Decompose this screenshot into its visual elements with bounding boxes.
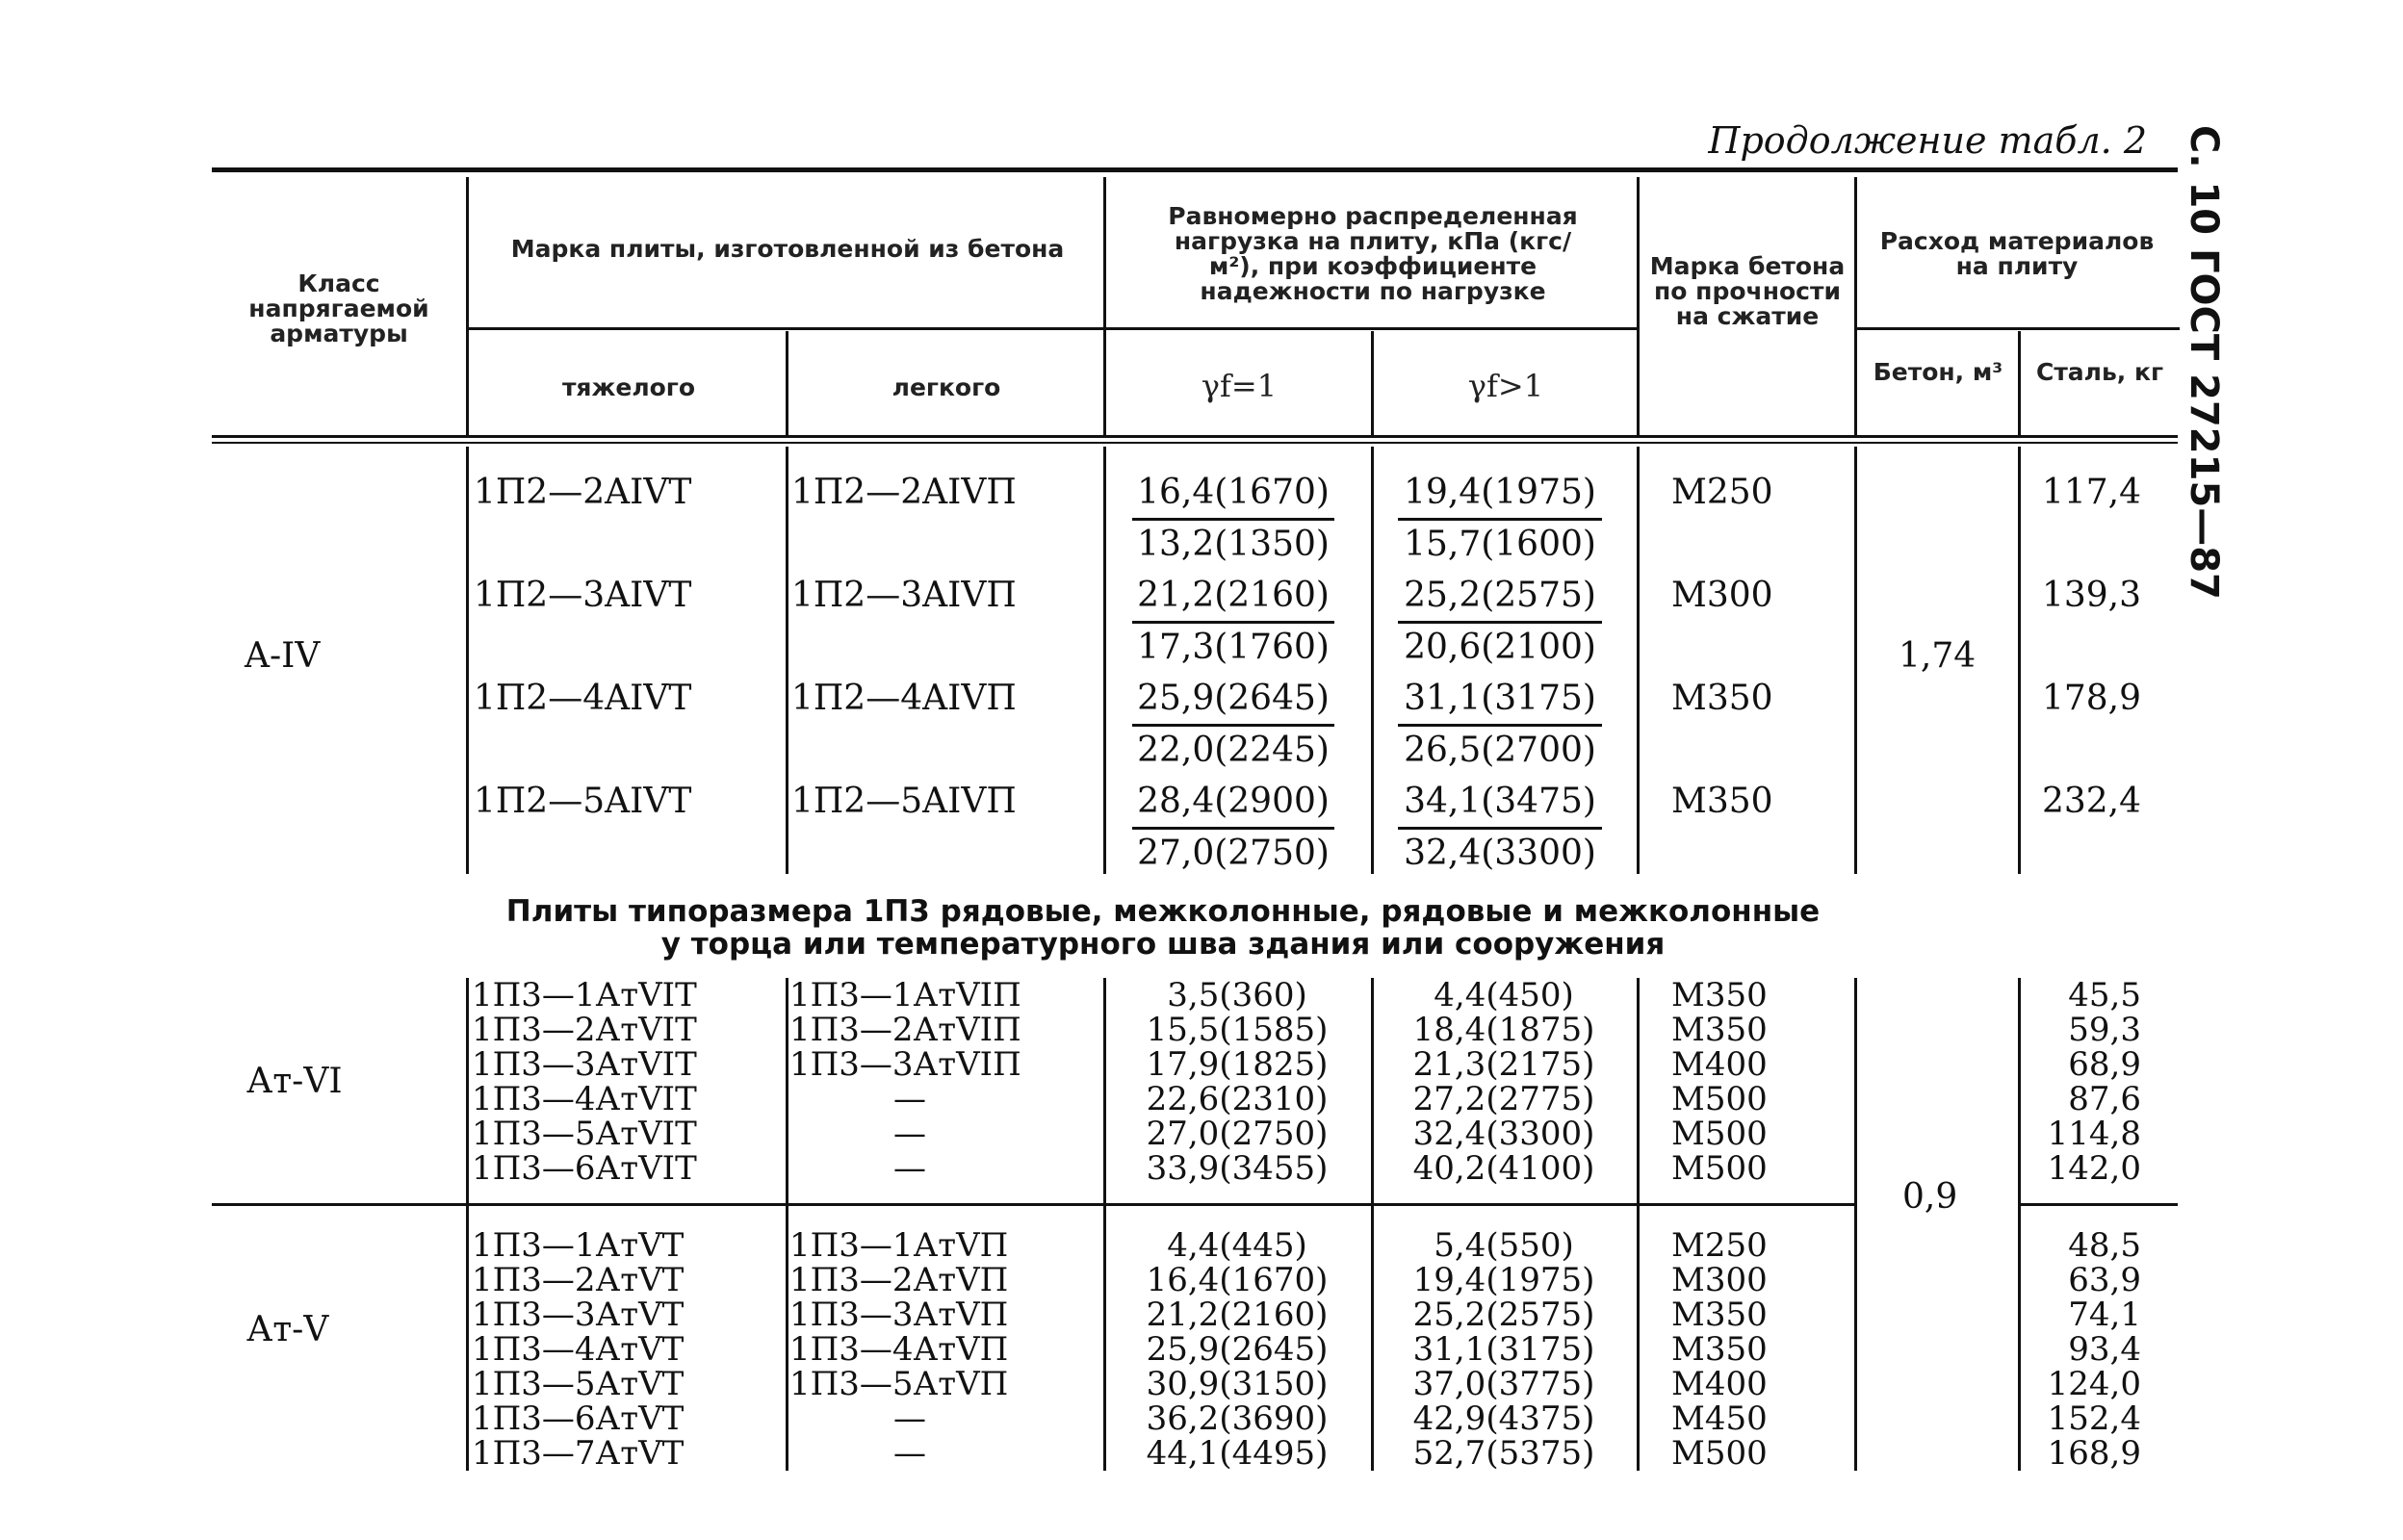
header-light: легкого (891, 373, 1001, 401)
load-gf1-top: 16,4(1670) (1137, 473, 1330, 512)
light-mark: — (893, 1399, 926, 1438)
column-divider (786, 978, 788, 1471)
load-gf2-bottom: 15,7(1600) (1404, 525, 1596, 564)
group-separator (212, 1203, 1854, 1206)
page-side-label: С. 10 ГОСТ 27215—87 (2182, 125, 2226, 600)
load-gf1: 30,9(3150) (1146, 1365, 1329, 1403)
heavy-mark: 1П3—7АтVT (472, 1434, 685, 1473)
load-gf2: 4,4(450) (1434, 976, 1574, 1014)
steel-value: 117,4 (2041, 473, 2141, 512)
light-mark: 1П2—3AIVП (791, 576, 1017, 615)
column-divider (1854, 447, 1857, 874)
load-gf2-bottom: 26,5(2700) (1404, 731, 1596, 770)
load-gf2: 31,1(3175) (1412, 1330, 1595, 1369)
light-mark: — (893, 1115, 926, 1153)
header-divider (786, 331, 788, 435)
steel-value: 178,9 (2041, 679, 2141, 718)
section-title-line-2: у торца или температурного шва здания или сооружения (660, 927, 1666, 962)
light-mark: — (893, 1434, 926, 1473)
section-title-line-1: Плиты типоразмера 1П3 рядовые, межколонные, рядовые и межколонные (505, 894, 1821, 929)
heavy-mark: 1П3—1АтVT (472, 1226, 685, 1265)
fraction-line (1398, 724, 1602, 727)
column-divider (1637, 447, 1640, 874)
column-divider (1103, 447, 1106, 874)
light-mark: 1П3—4АтVП (789, 1330, 1009, 1369)
header-divider (1103, 177, 1106, 435)
continuation-label: Продолжение табл. 2 (1708, 119, 2147, 162)
heavy-mark: 1П3—3АтVT (472, 1296, 685, 1334)
heavy-mark: 1П2—5AIVT (474, 782, 692, 821)
load-gf1: 15,5(1585) (1146, 1011, 1329, 1049)
load-gf1-top: 28,4(2900) (1137, 782, 1330, 821)
concrete-grade: М350 (1671, 1330, 1768, 1369)
column-divider (1371, 978, 1374, 1471)
load-gf2: 37,0(3775) (1412, 1365, 1595, 1403)
steel-value: 45,5 (2068, 976, 2141, 1014)
header-concrete-m3: Бетон, м³ (1873, 358, 2003, 386)
header-load: Равномерно распределенная нагрузка на плиту, кПа (кгс/м²), при коэффициенте надежности по нагрузке (1168, 202, 1578, 305)
header-divider (1637, 177, 1640, 435)
heavy-mark: 1П3—6АтVIT (472, 1149, 697, 1188)
load-gf1-bottom: 27,0(2750) (1137, 834, 1330, 873)
class-at-vi: Ат-VI (246, 1062, 343, 1101)
load-gf1: 27,0(2750) (1146, 1115, 1329, 1153)
steel-value: 63,9 (2068, 1261, 2141, 1299)
light-mark: 1П3—3АтVIП (789, 1045, 1021, 1084)
heavy-mark: 1П3—4АтVT (472, 1330, 685, 1369)
load-gf1-top: 25,9(2645) (1137, 679, 1330, 718)
light-mark: 1П3—5АтVП (789, 1365, 1009, 1403)
fraction-line (1398, 518, 1602, 521)
steel-value: 48,5 (2068, 1226, 2141, 1265)
light-mark: — (893, 1080, 926, 1118)
light-mark: 1П3—1АтVIП (789, 976, 1021, 1014)
header-consumption: Расход материалов на плиту (1879, 227, 2155, 280)
fraction-line (1132, 621, 1334, 624)
heavy-mark: 1П3—2АтVIT (472, 1011, 697, 1049)
column-divider (2018, 978, 2021, 1471)
heavy-mark: 1П3—2АтVT (472, 1261, 685, 1299)
steel-value: 87,6 (2068, 1080, 2141, 1118)
concrete-grade: М500 (1671, 1080, 1768, 1118)
concrete-value: 1,74 (1899, 636, 1977, 676)
column-divider (1371, 447, 1374, 874)
light-mark: 1П3—2АтVIП (789, 1011, 1021, 1049)
steel-value: 142,0 (2047, 1149, 2141, 1188)
steel-value: 68,9 (2068, 1045, 2141, 1084)
load-gf2-top: 34,1(3475) (1404, 782, 1596, 821)
load-gf1: 25,9(2645) (1146, 1330, 1329, 1369)
column-divider (1854, 978, 1857, 1471)
load-gf2: 32,4(3300) (1412, 1115, 1595, 1153)
header-heavy: тяжелого (561, 373, 696, 401)
load-gf1-bottom: 13,2(1350) (1137, 525, 1330, 564)
light-mark: 1П3—2АтVП (789, 1261, 1009, 1299)
concrete-grade: М350 (1671, 782, 1773, 821)
steel-value: 232,4 (2041, 782, 2141, 821)
header-divider (2018, 331, 2021, 435)
steel-value: 74,1 (2068, 1296, 2141, 1334)
concrete-grade: М400 (1671, 1045, 1768, 1084)
light-mark: — (893, 1149, 926, 1188)
fraction-line (1398, 621, 1602, 624)
load-gf1: 36,2(3690) (1146, 1399, 1329, 1438)
load-gf1: 17,9(1825) (1146, 1045, 1329, 1084)
concrete-grade: М300 (1671, 1261, 1768, 1299)
heavy-mark: 1П3—4АтVIT (472, 1080, 697, 1118)
concrete-grade: М300 (1671, 576, 1773, 615)
load-gf1-top: 21,2(2160) (1137, 576, 1330, 615)
light-mark: 1П2—4AIVП (791, 679, 1017, 718)
steel-value: 139,3 (2041, 576, 2141, 615)
header-mark: Марка плиты, изготовленной из бетона (510, 235, 1065, 263)
load-gf2-top: 31,1(3175) (1404, 679, 1596, 718)
heavy-mark: 1П3—6АтVT (472, 1399, 685, 1438)
load-gf2: 5,4(550) (1434, 1226, 1574, 1265)
fraction-line (1398, 827, 1602, 830)
header-subline (468, 327, 1637, 330)
load-gf1: 4,4(445) (1167, 1226, 1307, 1265)
concrete-grade: М250 (1671, 1226, 1768, 1265)
heavy-mark: 1П2—2AIVT (474, 473, 692, 512)
load-gf1: 3,5(360) (1167, 976, 1307, 1014)
concrete-grade: М500 (1671, 1434, 1768, 1473)
header-gf2: γf>1 (1467, 368, 1544, 404)
load-gf2: 19,4(1975) (1412, 1261, 1595, 1299)
load-gf2-bottom: 32,4(3300) (1404, 834, 1596, 873)
column-divider (466, 447, 469, 874)
header-divider (1854, 177, 1857, 435)
heavy-mark: 1П2—3AIVT (474, 576, 692, 615)
concrete-grade: М350 (1671, 976, 1768, 1014)
header-divider (466, 177, 469, 435)
header-bottom-line (212, 435, 2178, 438)
concrete-grade: М350 (1671, 679, 1773, 718)
header-steel-kg: Сталь, кг (2035, 358, 2164, 386)
concrete-grade: М450 (1671, 1399, 1768, 1438)
load-gf2-bottom: 20,6(2100) (1404, 628, 1596, 667)
load-gf2: 52,7(5375) (1412, 1434, 1595, 1473)
header-concrete-grade: Марка бетона по прочности на сжатие (1649, 252, 1846, 330)
load-gf1: 22,6(2310) (1146, 1080, 1329, 1118)
load-gf2: 25,2(2575) (1412, 1296, 1595, 1334)
class-at-v: Ат-V (246, 1310, 329, 1349)
header-class: Класс напрягаемой арматуры (248, 270, 429, 347)
heavy-mark: 1П3—3АтVIT (472, 1045, 697, 1084)
load-gf2: 40,2(4100) (1412, 1149, 1595, 1188)
light-mark: 1П2—5AIVП (791, 782, 1017, 821)
light-mark: 1П3—1АтVП (789, 1226, 1009, 1265)
load-gf2: 42,9(4375) (1412, 1399, 1595, 1438)
column-divider (2018, 447, 2021, 874)
concrete-grade: М350 (1671, 1296, 1768, 1334)
concrete-grade: М250 (1671, 473, 1773, 512)
steel-value: 124,0 (2047, 1365, 2141, 1403)
header-bottom-line (212, 442, 2178, 444)
light-mark: 1П2—2AIVП (791, 473, 1017, 512)
group-separator (2020, 1203, 2178, 1206)
fraction-line (1132, 827, 1334, 830)
header-subline (1856, 327, 2180, 330)
load-gf1: 33,9(3455) (1146, 1149, 1329, 1188)
class-a-iv: A-IV (245, 636, 321, 676)
light-mark: 1П3—3АтVП (789, 1296, 1009, 1334)
load-gf2: 27,2(2775) (1412, 1080, 1595, 1118)
steel-value: 152,4 (2047, 1399, 2141, 1438)
steel-value: 168,9 (2047, 1434, 2141, 1473)
column-divider (786, 447, 788, 874)
heavy-mark: 1П3—5АтVT (472, 1365, 685, 1403)
heavy-mark: 1П3—1АтVIT (472, 976, 697, 1014)
column-divider (1637, 978, 1640, 1471)
table-top-border (212, 167, 2178, 172)
load-gf1: 16,4(1670) (1146, 1261, 1329, 1299)
load-gf2: 18,4(1875) (1412, 1011, 1595, 1049)
steel-value: 114,8 (2047, 1115, 2141, 1153)
load-gf1: 44,1(4495) (1146, 1434, 1329, 1473)
steel-value: 93,4 (2068, 1330, 2141, 1369)
header-divider (1371, 331, 1374, 435)
column-divider (1103, 978, 1106, 1471)
concrete-grade: М500 (1671, 1149, 1768, 1188)
concrete-grade: М350 (1671, 1011, 1768, 1049)
fraction-line (1132, 724, 1334, 727)
load-gf1: 21,2(2160) (1146, 1296, 1329, 1334)
load-gf1-bottom: 22,0(2245) (1137, 731, 1330, 770)
heavy-mark: 1П2—4AIVT (474, 679, 692, 718)
column-divider (466, 978, 469, 1471)
load-gf2-top: 19,4(1975) (1404, 473, 1596, 512)
load-gf1-bottom: 17,3(1760) (1137, 628, 1330, 667)
steel-value: 59,3 (2068, 1011, 2141, 1049)
load-gf2: 21,3(2175) (1412, 1045, 1595, 1084)
heavy-mark: 1П3—5АтVIT (472, 1115, 697, 1153)
concrete-grade: М500 (1671, 1115, 1768, 1153)
concrete-value-2: 0,9 (1902, 1177, 1958, 1217)
fraction-line (1132, 518, 1334, 521)
header-gf1: γf=1 (1201, 368, 1278, 404)
load-gf2-top: 25,2(2575) (1404, 576, 1596, 615)
concrete-grade: М400 (1671, 1365, 1768, 1403)
